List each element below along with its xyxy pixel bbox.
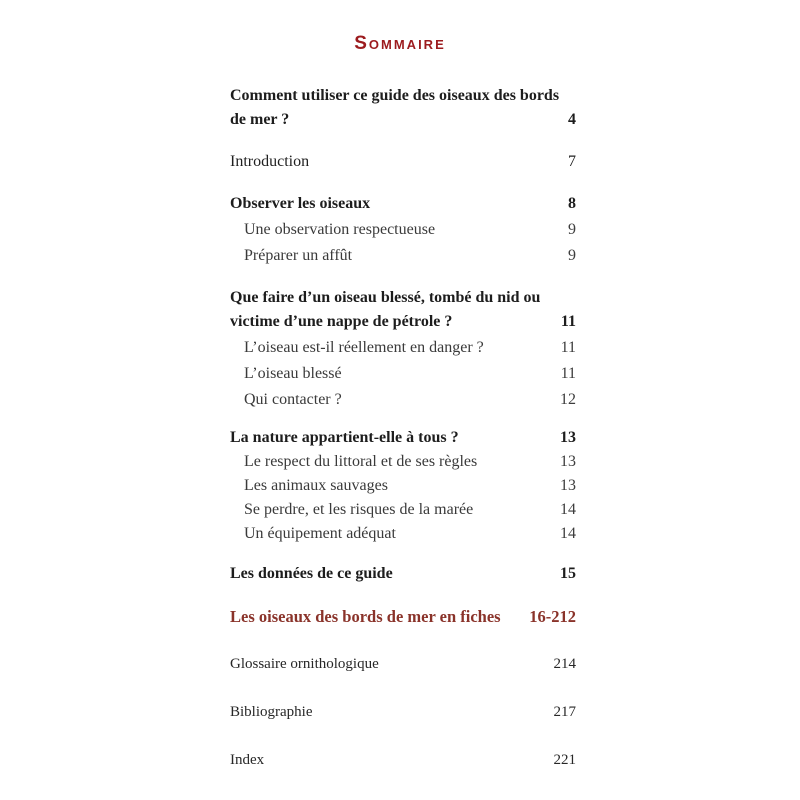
toc-entry-page: 217 (553, 704, 576, 720)
page-title: Sommaire (354, 33, 446, 54)
toc-entry-page: 9 (568, 247, 576, 264)
toc-entry-page: 11 (560, 313, 576, 330)
toc-entry (230, 562, 576, 586)
toc-entry-page: 14 (560, 525, 576, 542)
toc-entry-label: Se perdre, et les risques de la marée (244, 501, 474, 518)
toc-entry-page: 13 (560, 429, 576, 446)
toc-entry-label: Un équipement adéquat (244, 525, 396, 542)
toc-entry-page: 11 (560, 365, 576, 382)
toc-entry-page: 13 (560, 477, 576, 494)
toc-entry-label: Préparer un affût (244, 247, 353, 264)
toc-entry-label: Introduction (230, 153, 310, 170)
toc-entry-label: Le respect du littoral et de ses règles (244, 453, 478, 470)
toc-entry-label: Comment utiliser ce guide des oiseaux des bords de mer ? (230, 87, 560, 128)
toc-entry-page: 4 (568, 111, 576, 128)
toc-entry-page: 8 (568, 195, 576, 212)
toc-entry (230, 450, 576, 474)
toc-entry-label: L’oiseau est-il réellement en danger ? (244, 339, 484, 356)
toc-entry-page: 9 (568, 221, 576, 238)
toc-entry (230, 426, 576, 450)
toc-entry-label: L’oiseau blessé (244, 365, 342, 382)
toc-entry-label: Que faire d’un oiseau blessé, tombé du nid ou victime d’une nappe de pétrole ? (230, 289, 541, 330)
toc-entry-label: Les données de ce guide (230, 565, 393, 582)
toc-entry-page: 16-212 (529, 607, 576, 626)
toc-entry (230, 748, 576, 772)
toc-entry-label: Qui contacter ? (244, 391, 342, 408)
toc-entry-page: 11 (560, 339, 576, 356)
toc-entry (230, 84, 576, 132)
toc-entry-label: Observer les oiseaux (230, 195, 371, 212)
toc-entry-label: Les oiseaux des bords de mer en fiches (230, 607, 501, 626)
toc-entry-page: 214 (553, 656, 576, 672)
toc-entry-label: Une observation respectueuse (244, 221, 436, 238)
toc-entry-label: Bibliographie (230, 704, 313, 720)
toc-entry-page: 7 (568, 153, 576, 170)
toc-entry (230, 362, 576, 386)
toc-entry-page: 13 (560, 453, 576, 470)
toc-entry (230, 244, 576, 268)
toc-entry-page: 14 (560, 501, 576, 518)
toc-entry-label: La nature appartient-elle à tous ? (230, 429, 459, 446)
toc-entry (230, 192, 576, 216)
toc-entry-label: Glossaire ornithologique (230, 656, 379, 672)
toc-entry-page: 15 (560, 565, 576, 582)
toc-entry (230, 388, 576, 412)
toc-entry (230, 498, 576, 522)
toc-entry-page: 221 (553, 752, 576, 768)
toc-entry (230, 286, 576, 334)
table-of-contents (230, 84, 576, 772)
toc-entry (230, 150, 576, 174)
toc-entry (230, 652, 576, 676)
toc-entry (230, 522, 576, 546)
toc-entry (230, 218, 576, 242)
toc-entry-label: Index (230, 752, 265, 768)
toc-entry (230, 474, 576, 498)
toc-entry (230, 700, 576, 724)
toc-entry-feature (230, 604, 576, 630)
toc-entry (230, 336, 576, 360)
toc-entry-page: 12 (560, 391, 576, 408)
toc-entry-label: Les animaux sauvages (244, 477, 388, 494)
